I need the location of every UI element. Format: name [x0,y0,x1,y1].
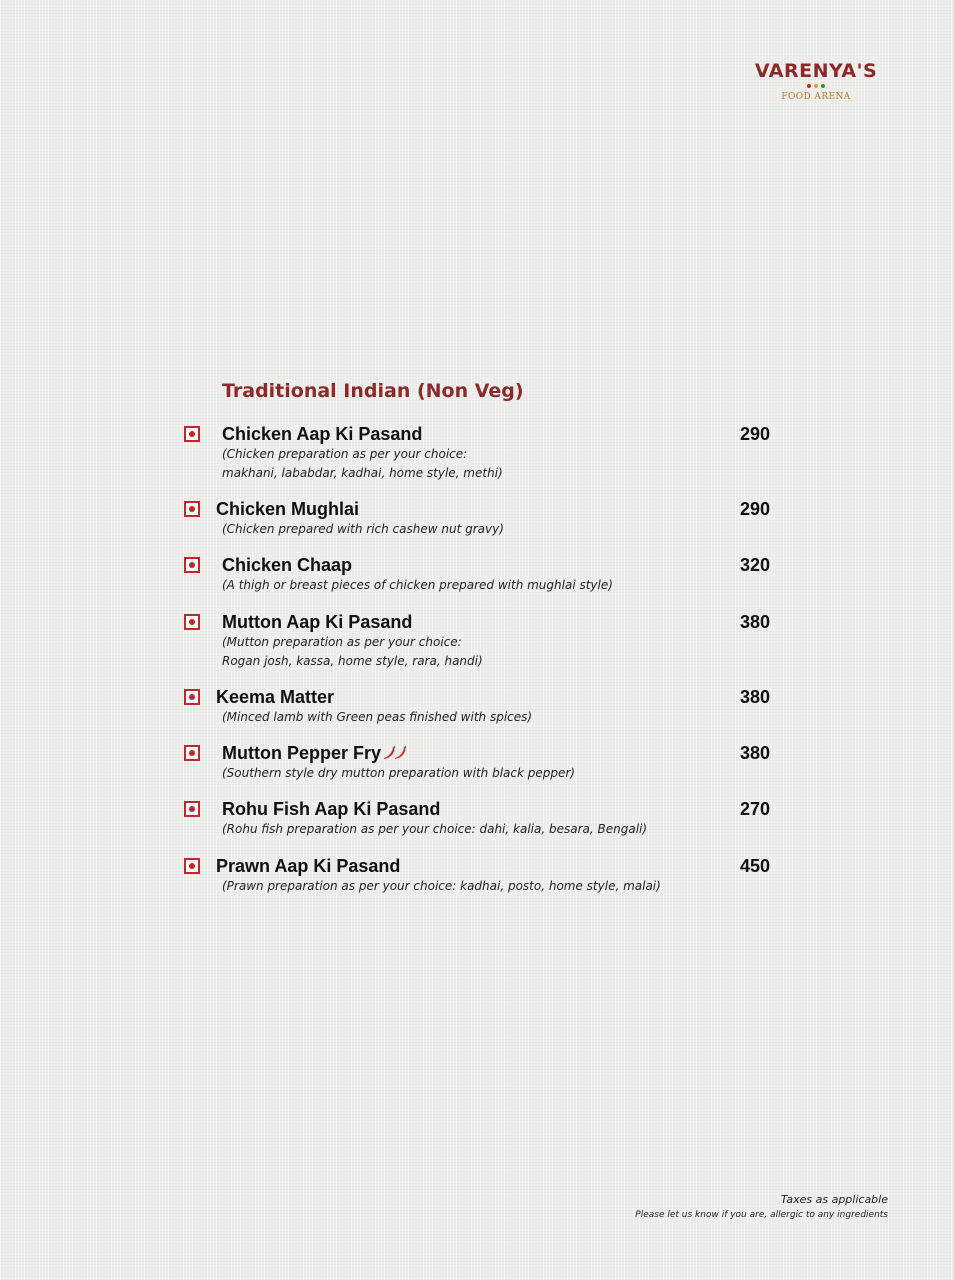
item-price: 380 [739,743,770,763]
item-name: Mutton Aap Ki Pasand [222,612,413,632]
item-name: Chicken Mughlai [216,499,360,519]
item-description-line: (Chicken preparation as per your choice: [222,447,468,461]
item-description-line: (A thigh or breast pieces of chicken prepared with mughlai style) [222,578,613,592]
allergy-note: Please let us know if you are, allergic to any ingredients [635,1210,888,1220]
item-name: Rohu Fish Aap Ki Pasand [222,799,441,819]
non-veg-icon [184,801,200,817]
item-description [222,764,575,783]
item-name: Chicken Chaap [222,555,353,575]
item-description-line: (Southern style dry mutton preparation with black pepper) [222,766,575,780]
non-veg-icon [184,426,200,442]
non-veg-icon [184,745,200,761]
item-description [222,576,613,595]
item-description [222,708,532,727]
chili-pepper-icon [382,746,408,760]
item-price: 290 [739,499,770,519]
item-description-line: (Mutton preparation as per your choice: [222,635,462,649]
item-price: 450 [739,856,770,876]
item-description-line: (Minced lamb with Green peas finished with spices) [222,710,533,724]
item-price: 380 [739,687,770,707]
item-price: 270 [739,799,770,819]
item-description [222,633,483,671]
non-veg-icon [184,689,200,705]
item-description [222,520,504,539]
item-description-line: (Prawn preparation as per your choice: kadhai, posto, home style, malai) [222,879,661,893]
item-price: 380 [739,612,770,632]
item-price: 290 [739,424,770,444]
item-description [222,820,647,839]
item-price: 320 [739,555,770,575]
brand-name: VARENYA'S [754,60,878,82]
item-name: Chicken Aap Ki Pasand [222,424,423,444]
non-veg-icon [184,501,200,517]
item-description [222,877,661,896]
non-veg-icon [184,557,200,573]
item-name: Prawn Aap Ki Pasand [216,856,401,876]
item-name-with-spice [222,742,408,764]
section-title: Traditional Indian (Non Veg) [222,380,524,402]
footer-notes [635,1192,888,1222]
item-description-line: (Rohu fish preparation as per your choice: dahi, kalia, besara, Bengali) [222,822,648,836]
item-description-line: Rogan josh, kassa, home style, rara, handi) [222,654,483,668]
item-description [222,445,503,483]
item-name: Keema Matter [216,687,335,707]
item-description-line: makhani, lababdar, kadhai, home style, methi) [222,466,503,480]
non-veg-icon [184,858,200,874]
non-veg-icon [184,614,200,630]
taxes-note: Taxes as applicable [780,1193,888,1206]
item-name: Mutton Pepper Fry [222,743,382,763]
item-description-line: (Chicken prepared with rich cashew nut gravy) [222,522,504,536]
brand-tagline: FOOD ARENA [781,92,851,102]
